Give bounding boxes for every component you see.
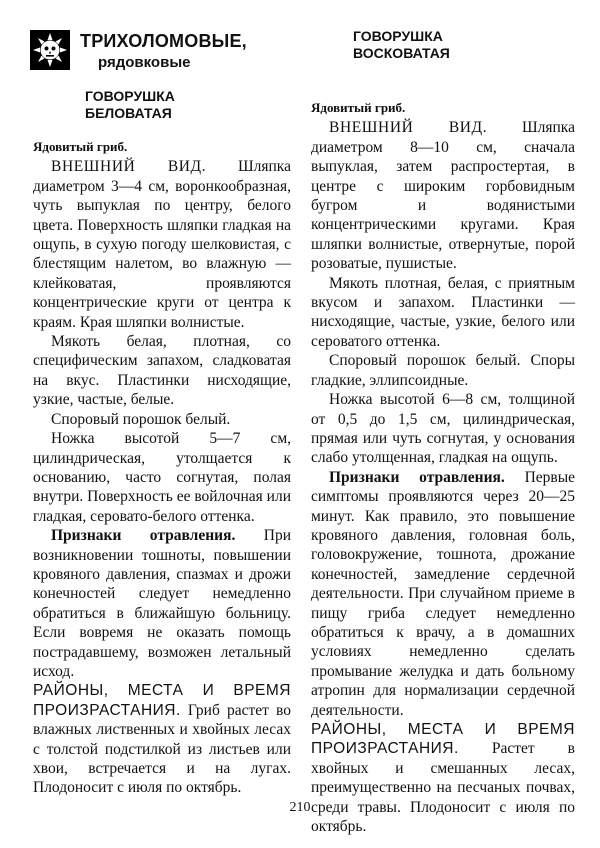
symptoms-lead: Признаки отравления. (51, 527, 236, 545)
species-title (311, 28, 575, 62)
symptoms-lead: Признаки отравления. (329, 468, 505, 486)
region-text: Растет в хвойных и смешанных лесах, преимущественно на песчаных почвах, среди травы. Плодоносит с июля по октябрь. (311, 740, 575, 836)
species-title-line: ГОВОРУШКА (85, 88, 175, 104)
left-column (33, 88, 291, 798)
flesh-paragraph: Мякоть плотная, белая, с приятным вкусом и запахом. Пластинки — нисходящие, частые, узкие, белого или сероватого оттенка. (311, 274, 575, 350)
stem-paragraph: Ножка высотой 5—7 см, цилиндрическая, утолщается к основанию, часто согнутая, полая внутри. Поверхность ее войлочная или гладкая, серовато-белого оттенка. (33, 430, 291, 525)
region-paragraph (311, 720, 575, 836)
spore-paragraph: Споровый порошок белый. Споры гладкие, эллипсоидные. (311, 352, 575, 389)
stem-paragraph: Ножка высотой 6—8 см, толщиной от 0,5 до 1,5 см, цилиндрическая, прямая или чуть согнутая, у основания слабо утолщенная, гладкая на ощупь. (311, 391, 575, 467)
spore-paragraph: Споровый порошок белый. (51, 410, 231, 428)
flesh-paragraph: Мякоть белая, плотная, со специфическим запахом, сладковатая на вкус. Пластинки нисходящие, узкие, частые, белые. (33, 333, 291, 409)
section-subtitle: рядовковые (98, 54, 191, 71)
skull-in-sun-icon (30, 30, 70, 70)
poison-label: Ядовитый гриб. (311, 100, 406, 115)
section-header (30, 30, 310, 78)
poison-label: Ядовитый гриб. (33, 139, 128, 154)
region-paragraph (33, 681, 291, 797)
appearance-paragraph (33, 157, 291, 332)
symptoms-paragraph (33, 526, 291, 681)
right-column (311, 28, 575, 836)
region-lead: РАЙОНЫ, МЕСТА И ВРЕМЯ ПРОИЗРАСТАНИЯ. (311, 721, 575, 758)
species-title-line: ВОСКОВАТАЯ (353, 45, 450, 61)
appearance-text: Шляпка диаметром 3—4 см, воронкообразная, чуть выпуклая по центру, белого цвета. Поверхность шляпки гладкая на ощупь, в сухую погоду шелковистая, с блестящим налетом, во влажную — клейковатая, проявляются концентрические круги от центра к краям. Края шляпки волнистые. (33, 158, 291, 331)
appearance-lead: ВНЕШНИЙ ВИД. (329, 119, 488, 137)
page-number: 210 (289, 800, 311, 815)
region-lead: РАЙОНЫ, МЕСТА И ВРЕМЯ ПРОИЗРАСТАНИЯ. (33, 682, 291, 719)
species-title-line: БЕЛОВАТАЯ (85, 105, 172, 121)
appearance-paragraph (311, 118, 575, 273)
species-title-line: ГОВОРУШКА (353, 28, 443, 44)
species-title (33, 88, 291, 122)
symptoms-paragraph (311, 468, 575, 720)
appearance-lead: ВНЕШНИЙ ВИД. (51, 158, 207, 176)
region-text: Гриб растет во влажных лиственных и хвойных лесах с толстой подстилкой из листьев или хвои, встречается и на лугах. Плодоносит с июля по октябрь. (33, 701, 291, 797)
symptoms-text: При возникновении тошноты, повышении кровяного давления, спазмах и дрожи конечностей следует немедленно обратиться в ближайшую больницу. Если вовремя не оказать помощь пострадавшему, возможен летальный исход. (33, 527, 291, 680)
appearance-text: Шляпка диаметром 8—10 см, сначала выпуклая, затем распростертая, в центре с широким горбовидным бугром и водянистыми концентрическими кругами. Края шляпки волнистые, отвернутые, порой розоватые, пушистые. (311, 119, 575, 273)
section-title: ТРИХОЛОМОВЫЕ, (80, 31, 247, 51)
symptoms-text: Первые симптомы проявляются через 20—25 минут. Как правило, это повышение кровяного давления, головная боль, головокружение, тошнота, дрожание конечностей, замедление сердечной деятельности. При случайном приеме в пищу гриба следует немедленно обратиться к врачу, а в домашних условиях немедленно сделать промывание желудка и дать больному атропин для нормализации сердечной деятельности. (311, 468, 575, 719)
